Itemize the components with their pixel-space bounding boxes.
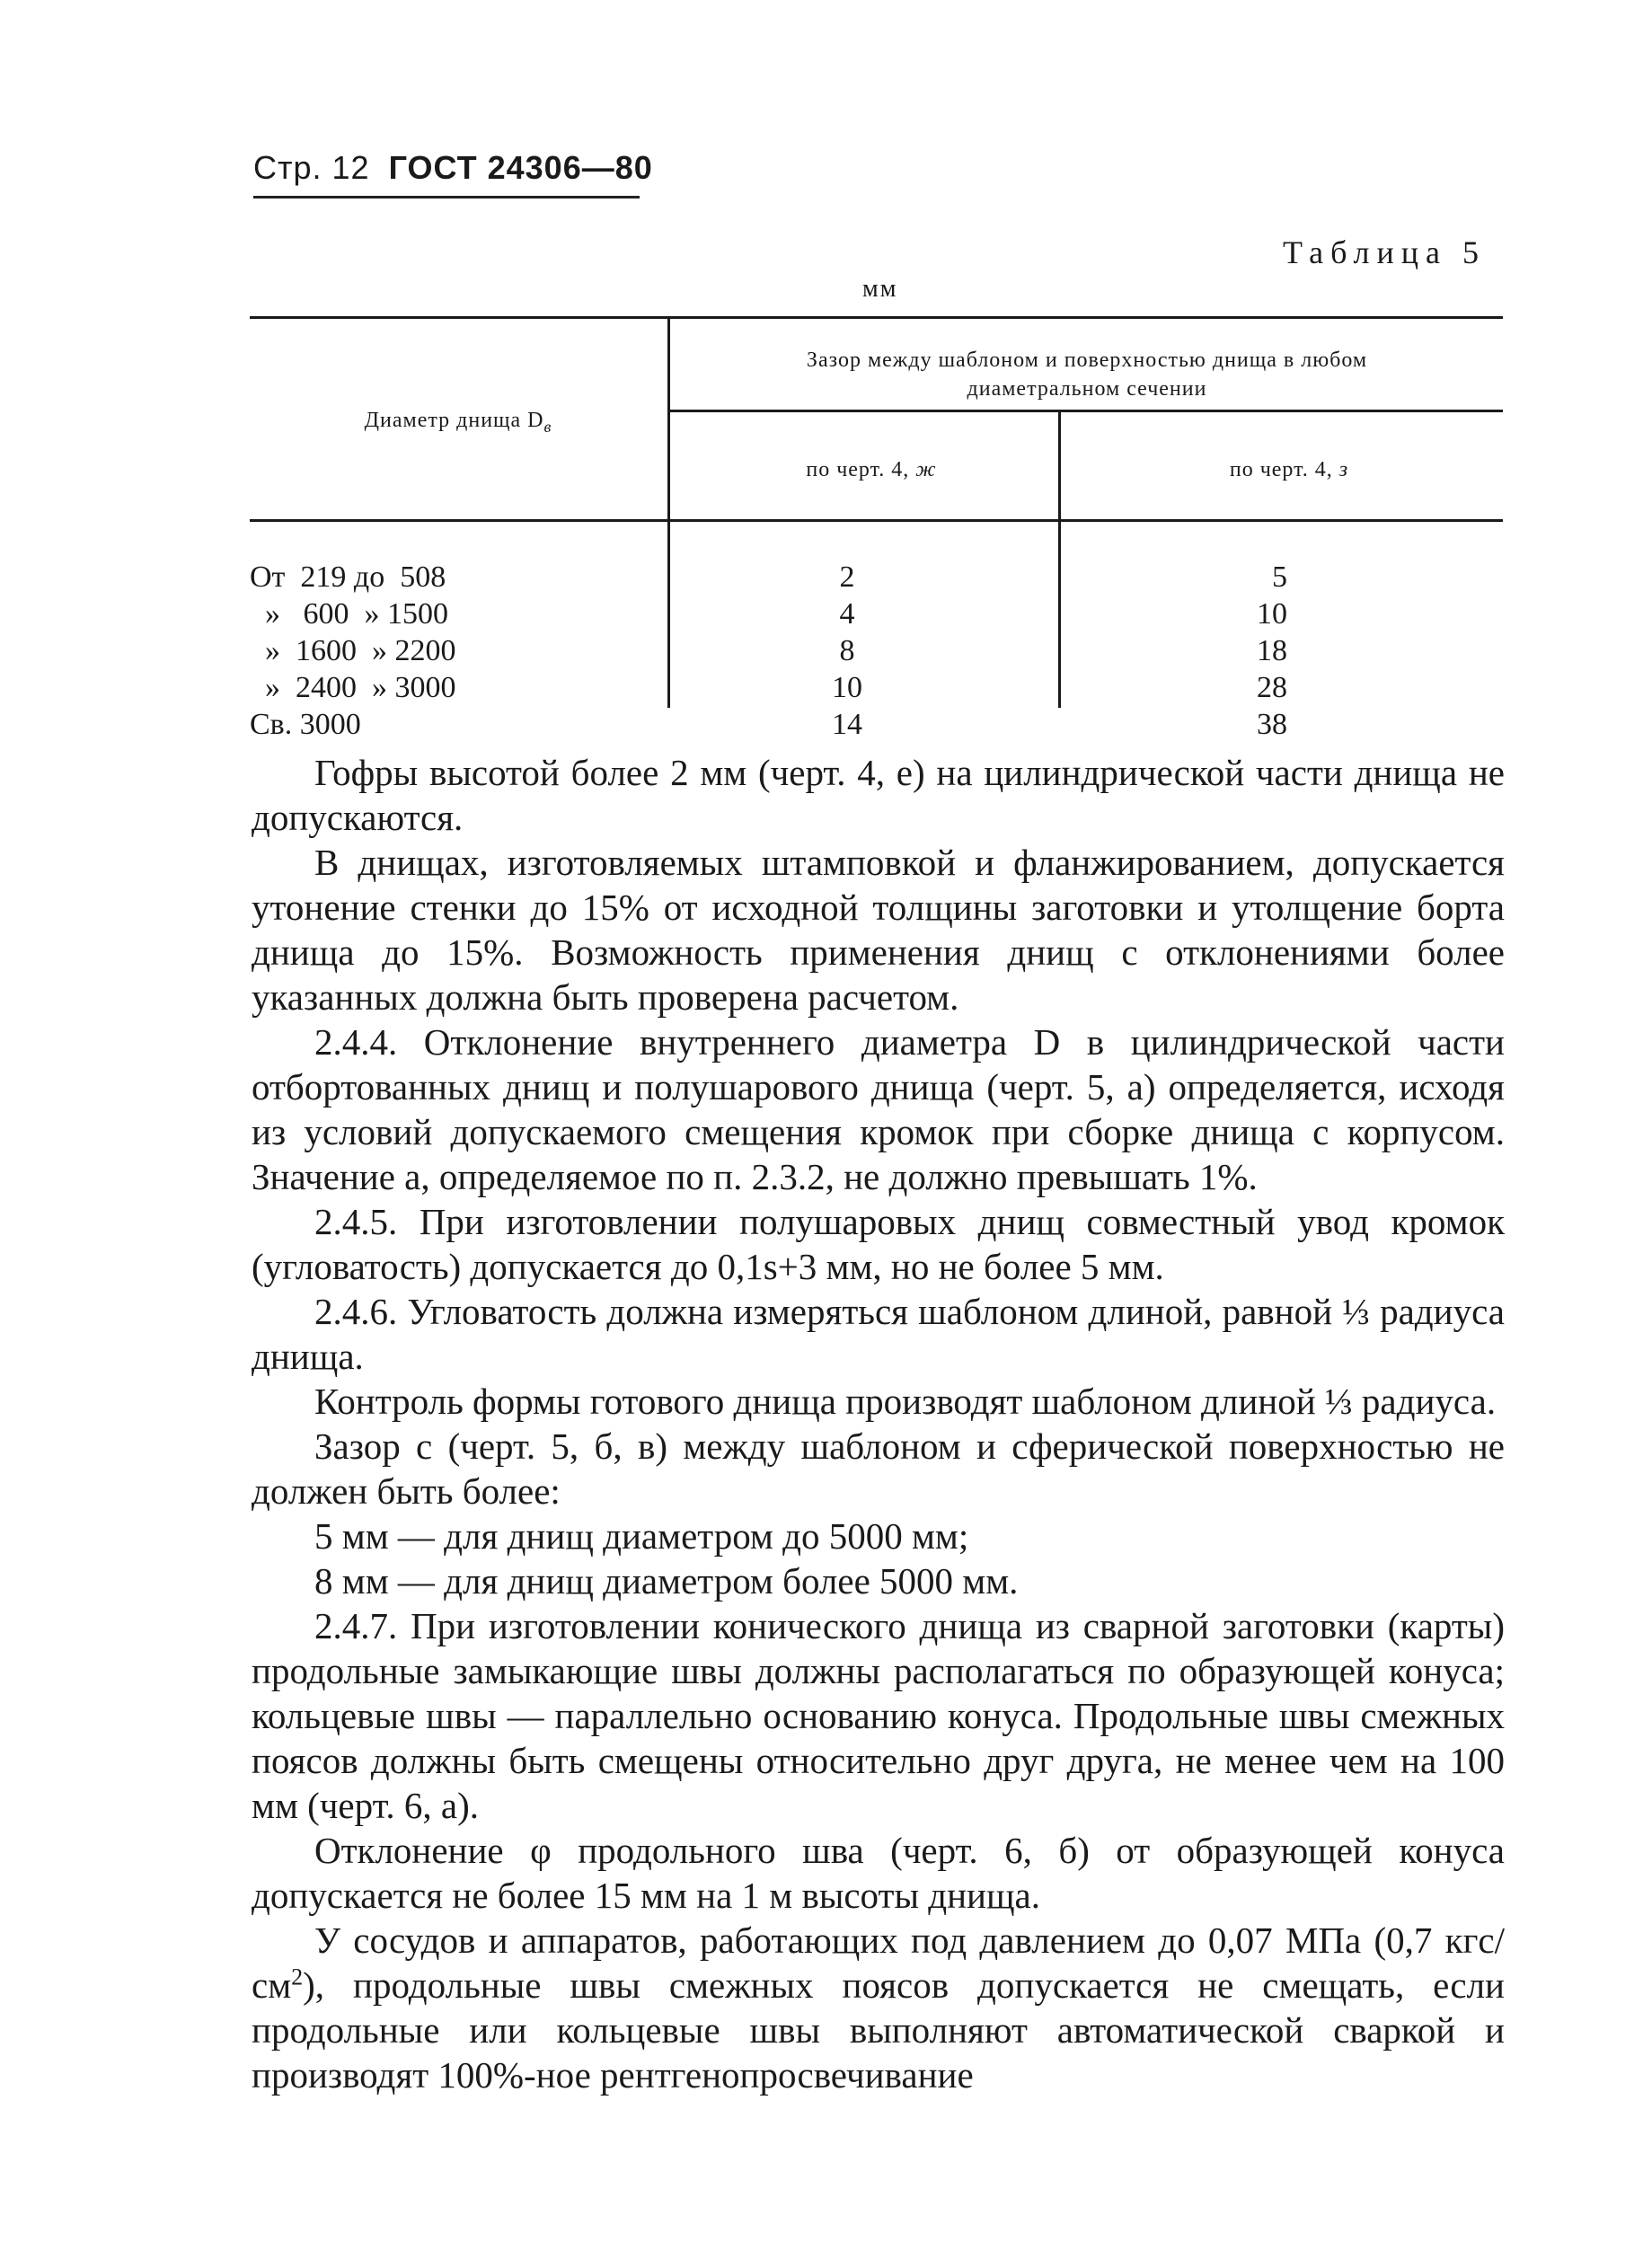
paragraph: 2.4.6. Угловатость должна измеряться шаблоном длиной, равной ⅓ радиуса днища. xyxy=(252,1291,1505,1377)
table-units: мм xyxy=(862,275,898,303)
row-value-z: 18 xyxy=(1257,634,1287,667)
row-diameter: » 1600 » 2200 xyxy=(250,634,456,667)
row-value-z: 5 xyxy=(1272,560,1287,594)
row-diameter: » 2400 » 3000 xyxy=(250,671,456,704)
header-rule xyxy=(253,196,640,199)
paragraph: 5 мм — для днищ диаметром до 5000 мм; xyxy=(314,1515,969,1557)
row-value-zh: 14 xyxy=(832,708,862,741)
paragraph: 2.4.5. При изготовлении полушаровых днищ совместный увод кромок (угловатость) допускается до 0,1s+3 мм, но не более 5 мм. xyxy=(252,1201,1505,1287)
table-caption: Таблица 5 xyxy=(1283,234,1486,270)
row-value-z: 38 xyxy=(1257,708,1287,741)
paragraph: Гофры высотой более 2 мм (черт. 4, е) на цилиндрической части днища не допускаются. xyxy=(252,752,1505,838)
header-gap-line2: диаметральном сечении xyxy=(967,377,1207,401)
row-diameter: » 600 » 1500 xyxy=(250,597,448,631)
paragraph: 8 мм — для днищ диаметром более 5000 мм. xyxy=(314,1560,1019,1602)
row-value-z: 10 xyxy=(1257,597,1287,631)
table-top-rule xyxy=(250,316,1503,319)
table-col-divider-2 xyxy=(1058,410,1061,708)
paragraph: Контроль формы готового днища производят шаблоном длиной ⅓ радиуса. xyxy=(314,1381,1497,1422)
table-col-divider-1 xyxy=(667,316,670,708)
row-value-zh: 8 xyxy=(839,634,855,667)
header-gap-line1: Зазор между шаблоном и поверхностью днища в любом xyxy=(806,349,1368,372)
paragraph: Отклонение φ продольного шва (черт. 6, б) от образующей конуса допускается не более 15 мм на 1 м высоты днища. xyxy=(252,1830,1505,1916)
header-col-drawing-zh: по черт. 4, ж xyxy=(806,458,937,481)
row-value-z: 28 xyxy=(1257,671,1287,704)
paragraph: 2.4.4. Отклонение внутреннего диаметра D в цилиндрической части отбортованных днищ и полушарового днища (черт. 5, а) определяется, исходя из условий допускаемого смещения кромок при сборке днища с корпусом. Значение а, определяемое по п. 2.3.2, не должно превышать 1%. xyxy=(252,1021,1505,1197)
paragraph: У сосудов и аппаратов, работающих под давлением до 0,07 МПа (0,7 кгс/$см^2$), продольные швы смежных поясов допускается не смещать, если продольные или кольцевые швы выполняют автоматической сваркой и производят 100%-ное рентгенопросвечивание xyxy=(252,1919,1505,2096)
page-header xyxy=(253,149,653,187)
row-value-zh: 4 xyxy=(839,597,855,631)
header-gap xyxy=(683,346,1491,403)
row-value-zh: 10 xyxy=(832,671,862,704)
header-col-drawing-z: по черт. 4, з xyxy=(1229,458,1349,481)
row-diameter: Св. 3000 xyxy=(250,708,361,741)
paragraph: 2.4.7. При изготовлении конического днища из сварной заготовки (карты) продольные замыкающие швы должны располагаться по образующей конуса; кольцевые швы — параллельно основанию конуса. Продольные швы смежных поясов должны быть смещены относительно друг друга, не менее чем на 100 мм (черт. 6, а). xyxy=(252,1605,1505,1826)
page-number: Стр. 12 xyxy=(253,149,370,186)
row-value-zh: 2 xyxy=(839,560,855,594)
table-header-bottom-rule xyxy=(250,519,1503,522)
standard-number: ГОСТ 24306—80 xyxy=(388,149,653,186)
header-diameter: Диаметр днища $D_в$ xyxy=(364,409,552,436)
table-header-mid-rule xyxy=(669,410,1503,412)
paragraph: Зазор с (черт. 5, б, в) между шаблоном и сферической поверхностью не должен быть более: xyxy=(252,1425,1505,1512)
body-text xyxy=(252,750,1505,2097)
paragraph: В днищах, изготовляемых штамповкой и фланжированием, допускается утонение стенки до 15% от исходной толщины заготовки и утолщение борта днища до 15%. Возможность применения днищ с отклонениями более указанных должна быть проверена расчетом. xyxy=(252,842,1505,1018)
row-diameter: От 219 до 508 xyxy=(250,560,446,594)
